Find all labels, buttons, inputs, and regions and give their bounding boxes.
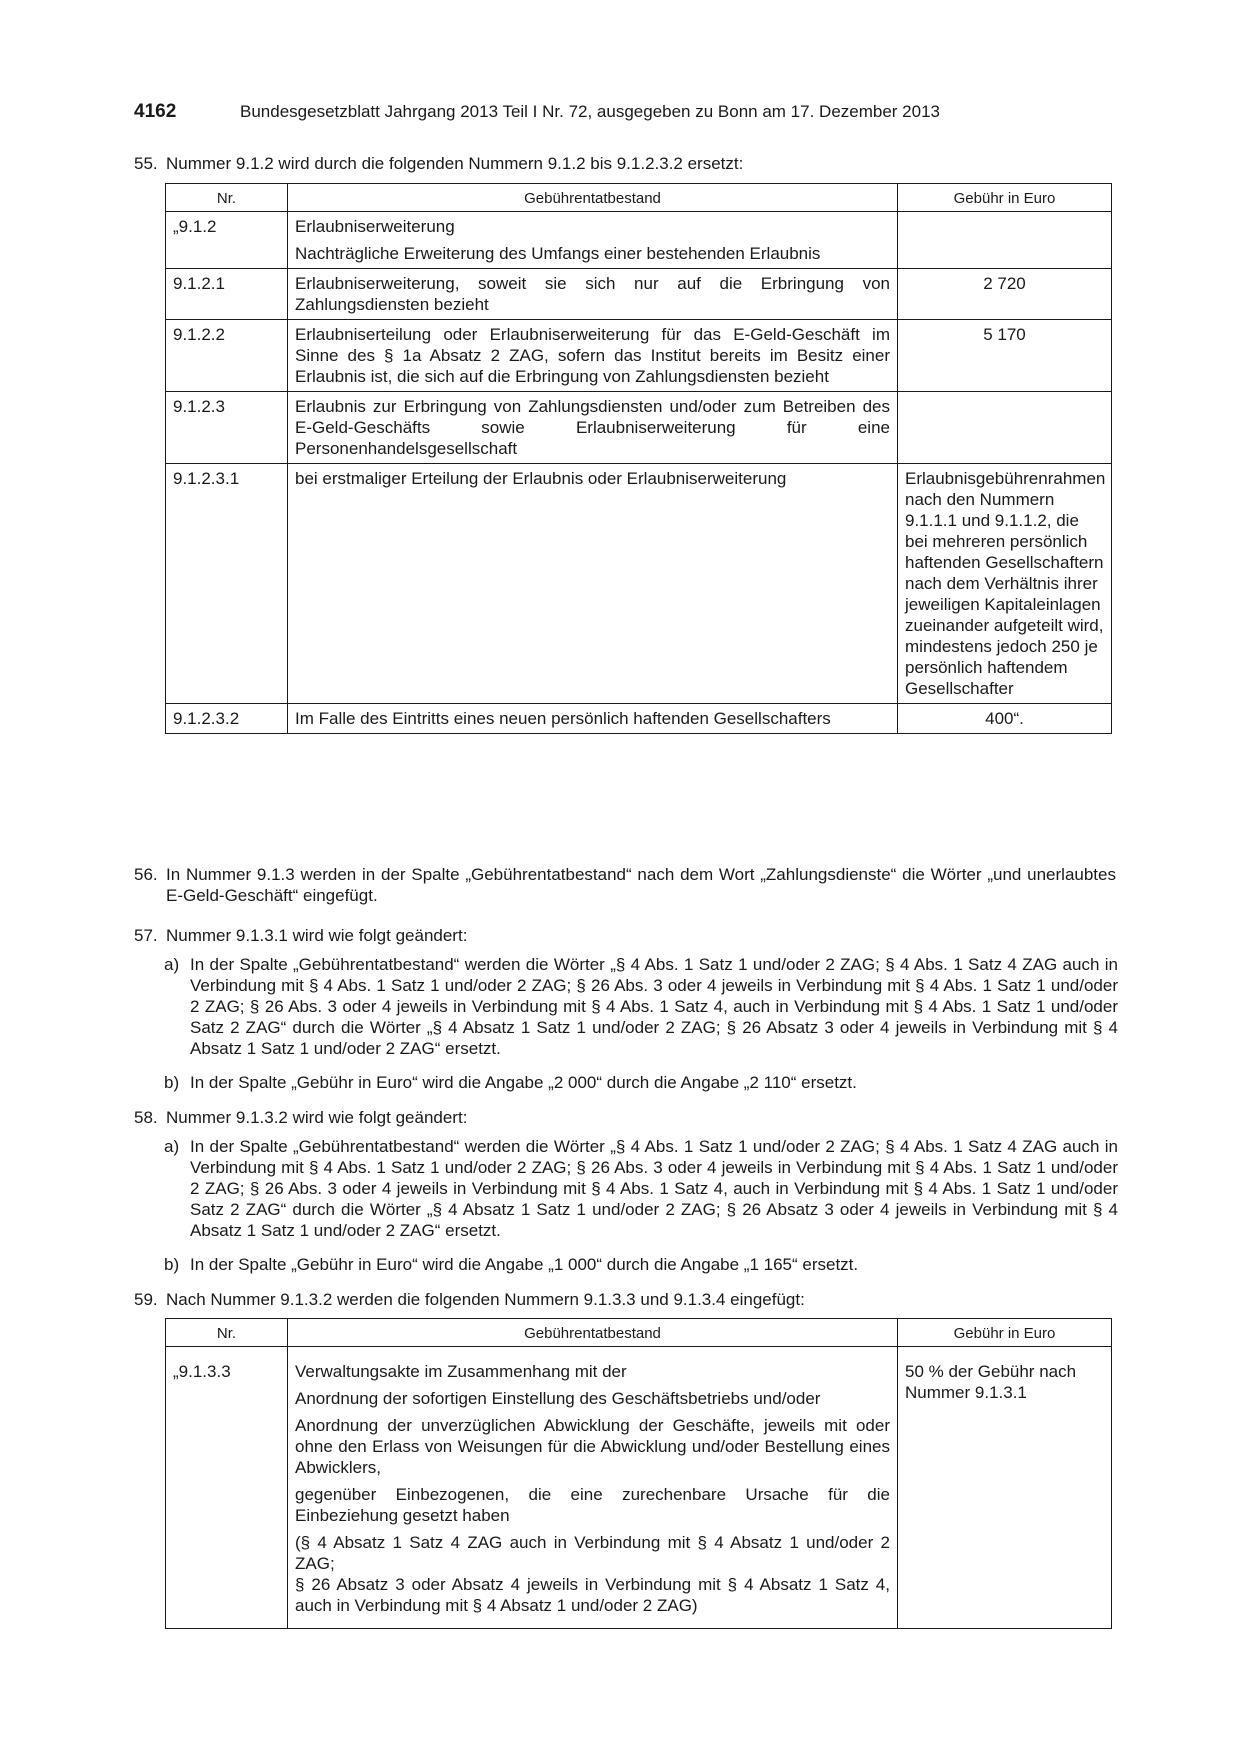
table-row — [166, 704, 1112, 734]
item-59 — [134, 1289, 1118, 1311]
row-number: „9.1.3.3 — [166, 1347, 288, 1629]
description-line: Erlaubnis zur Erbringung von Zahlungsdiensten und/oder zum Betreiben des E-Geld-Geschäfts sowie Erlaubniserweiterung für eine Personenhandelsgesellschaft — [295, 397, 890, 458]
subitem-b — [164, 1254, 1118, 1276]
subitem-text: In der Spalte „Gebührentatbestand“ werden die Wörter „§ 4 Abs. 1 Satz 1 und/oder 2 ZAG; § 4 Abs. 1 Satz 4 ZAG auch in Verbindung mit § 4 Abs. 1 Satz 1 und/oder 2 ZAG; § 26 Abs. 3 oder 4 jeweils in Verbindung mit § 4 Abs. 1 Satz 1 und/oder 2 ZAG; § 26 Abs. 3 oder 4 jeweils in Verbindung mit § 4 Abs. 1 Satz 4, auch in Verbindung mit § 4 Abs. 1 Satz 1 und/oder Satz 2 ZAG“ durch die Wörter „§ 4 Absatz 1 Satz 1 und/oder 2 ZAG; § 26 Absatz 3 oder 4 jeweils in Verbindung mit § 4 Absatz 1 Satz 1 und/oder 2 ZAG“ ersetzt. — [190, 955, 1118, 1058]
description-line: Nachträgliche Erweiterung des Umfangs einer bestehenden Erlaubnis — [295, 244, 821, 263]
item-text: Nummer 9.1.2 wird durch die folgenden Nummern 9.1.2 bis 9.1.2.3.2 ersetzt: — [166, 154, 744, 173]
description-line: Verwaltungsakte im Zusammenhang mit der — [295, 1362, 627, 1381]
item-57 — [134, 925, 1118, 1092]
subitem-b — [164, 1072, 1118, 1094]
item-55 — [134, 153, 1118, 175]
row-description — [288, 464, 898, 704]
running-head: Bundesgesetzblatt Jahrgang 2013 Teil I Nr. 72, ausgegeben zu Bonn am 17. Dezember 2013 — [240, 102, 940, 121]
item-number: 58. — [134, 1108, 158, 1127]
fee-table-1 — [165, 183, 1112, 734]
subitem-letter: a) — [164, 955, 180, 974]
table-row — [166, 1347, 1112, 1629]
item-number: 55. — [134, 154, 158, 173]
item-text: Nummer 9.1.3.1 wird wie folgt geändert: — [166, 926, 468, 945]
table-row — [166, 269, 1112, 320]
row-fee: Erlaubnisgebührenrahmen nach den Nummern 9.1.1.1 und 9.1.1.2, die bei mehreren persönlich haftenden Gesellschaftern nach dem Verhältnis ihrer jeweiligen Kapitaleinlagen zueinander aufgeteilt wird, mindestens jedoch 250 je persönlich haftendem Gesellschafter — [898, 464, 1112, 704]
item-number: 56. — [134, 865, 158, 884]
description-line: § 26 Absatz 3 oder Absatz 4 jeweils in Verbindung mit § 4 Absatz 1 Satz 4, auch in Verbindung mit § 4 Absatz 1 und/oder 2 ZAG) — [295, 1575, 890, 1615]
column-header-nr: Nr. — [166, 1319, 288, 1347]
item-number: 59. — [134, 1290, 158, 1309]
subitem-a — [164, 954, 1118, 1060]
row-fee — [898, 212, 1112, 269]
row-number: 9.1.2.2 — [166, 320, 288, 392]
item-text: In Nummer 9.1.3 werden in der Spalte „Gebührentatbestand“ nach dem Wort „Zahlungsdienste“ die Wörter „und unerlaubtes E-Geld-Geschäft“ eingefügt. — [166, 865, 1116, 905]
row-description — [288, 269, 898, 320]
description-line: bei erstmaliger Erteilung der Erlaubnis oder Erlaubniserweiterung — [295, 469, 787, 488]
row-description — [288, 392, 898, 464]
column-header-description: Gebührentatbestand — [288, 184, 898, 212]
row-number: 9.1.2.3.2 — [166, 704, 288, 734]
row-number: 9.1.2.3 — [166, 392, 288, 464]
row-fee: 2 720 — [898, 269, 1112, 320]
page-number: 4162 — [134, 101, 177, 122]
table-header-row — [166, 184, 1112, 212]
page-header — [134, 101, 1118, 125]
column-header-nr: Nr. — [166, 184, 288, 212]
row-fee — [898, 392, 1112, 464]
row-description — [288, 320, 898, 392]
row-number: 9.1.2.3.1 — [166, 464, 288, 704]
column-header-fee: Gebühr in Euro — [898, 184, 1112, 212]
item-number: 57. — [134, 926, 158, 945]
description-line: Erlaubniserteilung oder Erlaubniserweiterung für das E-Geld-Geschäft im Sinne des § 1a Absatz 2 ZAG, sofern das Institut bereits im Besitz einer Erlaubnis ist, die sich auf die Erbringung von Zahlungsdiensten bezieht — [295, 325, 890, 386]
row-description — [288, 1347, 898, 1629]
row-description — [288, 212, 898, 269]
column-header-description: Gebührentatbestand — [288, 1319, 898, 1347]
table-row — [166, 212, 1112, 269]
description-line: Anordnung der sofortigen Einstellung des Geschäftsbetriebs und/oder — [295, 1389, 821, 1408]
description-line: (§ 4 Absatz 1 Satz 4 ZAG auch in Verbindung mit § 4 Absatz 1 und/oder 2 ZAG; — [295, 1533, 890, 1573]
row-description — [288, 704, 898, 734]
subitem-text: In der Spalte „Gebühr in Euro“ wird die Angabe „2 000“ durch die Angabe „2 110“ ersetzt. — [190, 1073, 857, 1092]
row-fee: 400“. — [898, 704, 1112, 734]
table-row — [166, 464, 1112, 704]
description-line: Erlaubniserweiterung, soweit sie sich nur auf die Erbringung von Zahlungsdiensten bezieht — [295, 274, 890, 314]
item-56 — [134, 864, 1118, 908]
table-header-row — [166, 1319, 1112, 1347]
row-fee: 50 % der Gebühr nach Nummer 9.1.3.1 — [898, 1347, 1112, 1629]
subitem-letter: b) — [164, 1255, 180, 1274]
row-number: 9.1.2.1 — [166, 269, 288, 320]
item-text: Nummer 9.1.3.2 wird wie folgt geändert: — [166, 1108, 468, 1127]
row-fee: 5 170 — [898, 320, 1112, 392]
description-line: Im Falle des Eintritts eines neuen persönlich haftenden Gesellschafters — [295, 709, 831, 728]
fee-table-2 — [165, 1318, 1112, 1629]
row-number: „9.1.2 — [166, 212, 288, 269]
subitem-text: In der Spalte „Gebührentatbestand“ werden die Wörter „§ 4 Abs. 1 Satz 1 und/oder 2 ZAG; § 4 Abs. 1 Satz 4 ZAG auch in Verbindung mit § 4 Abs. 1 Satz 1 und/oder 2 ZAG; § 26 Abs. 3 oder 4 jeweils in Verbindung mit § 4 Abs. 1 Satz 1 und/oder 2 ZAG; § 26 Abs. 3 oder 4 jeweils in Verbindung mit § 4 Abs. 1 Satz 4, auch in Verbindung mit § 4 Abs. 1 Satz 1 und/oder Satz 2 ZAG“ durch die Wörter „§ 4 Absatz 1 Satz 1 und/oder 2 ZAG; § 26 Absatz 3 oder 4 jeweils in Verbindung mit § 4 Absatz 1 Satz 1 und/oder 2 ZAG“ ersetzt. — [190, 1137, 1118, 1240]
column-header-fee: Gebühr in Euro — [898, 1319, 1112, 1347]
description-line: Erlaubniserweiterung — [295, 217, 455, 236]
subitem-letter: a) — [164, 1137, 180, 1156]
subitem-text: In der Spalte „Gebühr in Euro“ wird die Angabe „1 000“ durch die Angabe „1 165“ ersetzt. — [190, 1255, 859, 1274]
item-58 — [134, 1107, 1118, 1274]
table-row — [166, 320, 1112, 392]
subitem-a — [164, 1136, 1118, 1242]
description-line: Anordnung der unverzüglichen Abwicklung der Geschäfte, jeweils mit oder ohne den Erlass von Weisungen für die Abwicklung und/oder Bestellung eines Abwicklers, — [295, 1416, 890, 1477]
item-text: Nach Nummer 9.1.3.2 werden die folgenden Nummern 9.1.3.3 und 9.1.3.4 eingefügt: — [166, 1290, 805, 1309]
subitem-letter: b) — [164, 1073, 180, 1092]
description-line: gegenüber Einbezogenen, die eine zurechenbare Ursache für die Einbeziehung gesetzt haben — [295, 1485, 890, 1525]
table-row — [166, 392, 1112, 464]
